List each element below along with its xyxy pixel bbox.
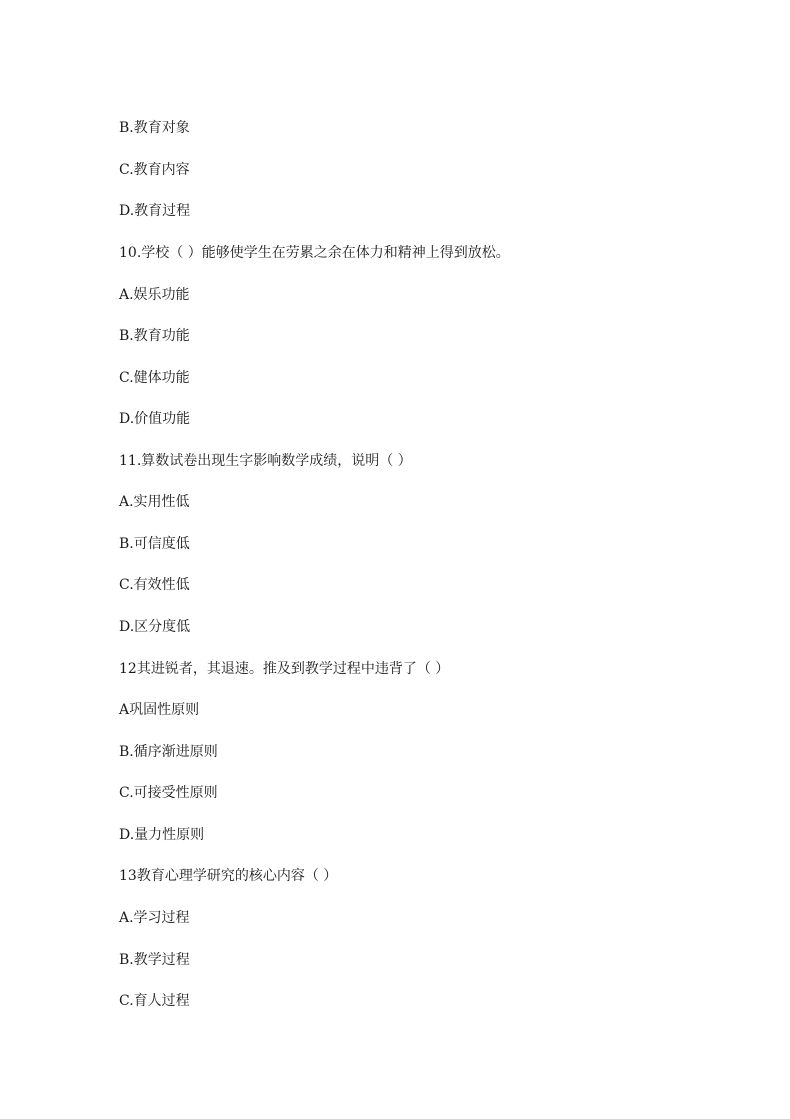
option-line: D.量力性原则	[119, 827, 205, 843]
option-line: C.有效性低	[119, 577, 190, 593]
question-line: 12其进锐者，其退速。推及到教学过程中违背了（ ）	[119, 661, 450, 677]
option-line: A.实用性低	[119, 494, 190, 510]
option-line: B.循序渐进原则	[119, 744, 218, 760]
option-line: B.教育功能	[119, 328, 190, 344]
option-line: B.可信度低	[119, 536, 190, 552]
option-line: A巩固性原则	[119, 702, 200, 718]
question-line: 11.算数试卷出现生字影响数学成绩，说明（ ）	[119, 453, 412, 469]
question-line: 13教育心理学研究的核心内容（ ）	[119, 868, 338, 884]
option-line: A.娱乐功能	[119, 287, 190, 303]
option-line: D.区分度低	[119, 619, 191, 635]
option-line: A.学习过程	[119, 910, 190, 926]
option-line: C.教育内容	[119, 162, 190, 178]
question-line: 10.学校（ ）能够使学生在劳累之余在体力和精神上得到放松。	[119, 245, 510, 261]
option-line: C.健体功能	[119, 370, 190, 386]
option-line: B.教学过程	[119, 952, 190, 968]
option-line: B.教育对象	[119, 120, 190, 136]
option-line: C.可接受性原则	[119, 785, 218, 801]
option-line: D.价值功能	[119, 411, 191, 427]
option-line: D.教育过程	[119, 203, 191, 219]
option-line: C.育人过程	[119, 993, 190, 1009]
